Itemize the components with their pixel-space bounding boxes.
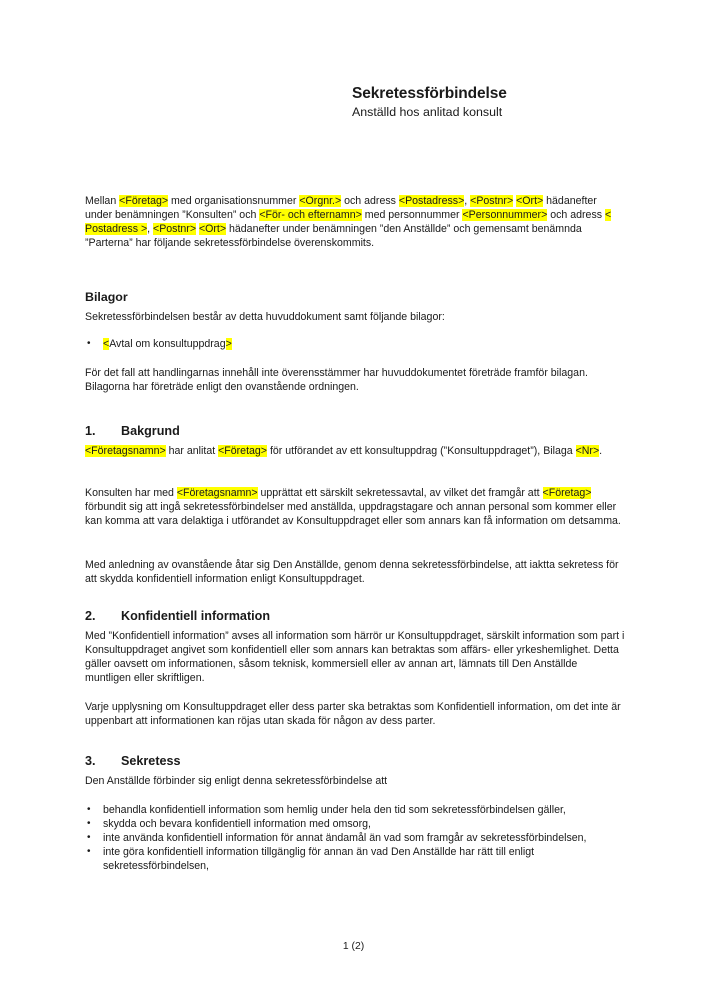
section-2-paragraph-1: Med ”Konfidentiell information” avses all information som härrör ur Konsultuppdraget, särskilt information som part i Konsultuppdraget angivet som konfidentiell eller som annars kan betraktas som affärs- eller yrkeshemlighet. Detta gäller oavsett om informationen, såsom teknisk, kommersiell eller av annan art, lämnats till Den Anställde muntligen eller skriftligen. <box>85 630 625 685</box>
bracket-close: > <box>225 338 232 350</box>
section-2-number: 2. <box>85 609 96 623</box>
placeholder-ort: <Ort> <box>516 195 544 207</box>
bilagor-item-text: Avtal om konsultuppdrag <box>109 338 226 350</box>
section-3-list <box>85 803 625 873</box>
section-1-text: förbundit sig att ingå sekretessförbindelser med anställda, uppdragstagare och annan personal som kommer eller kan komma att vara delaktiga i utförandet av Konsultuppdraget eller som annars kan få information om detsamma. <box>85 501 621 528</box>
bilagor-lead-block <box>85 310 625 324</box>
list-item <box>85 337 625 351</box>
placeholder-foretag-2: <Företag> <box>218 445 267 457</box>
section-1-text: upprättat ett särskilt sekretessavtal, av vilket det framgår att <box>257 487 543 499</box>
bilagor-note: För det fall att handlingarnas innehåll inte överensstämmer har huvuddokumentet företräde framför bilagan. Bilagorna har företräde enligt den ovanstående ordningen. <box>85 367 588 394</box>
section-2-paragraph-2-block <box>85 700 625 728</box>
intro-text: , <box>464 195 471 207</box>
section-2-paragraph-2: Varje upplysning om Konsultuppdraget eller dess parter ska betraktas som Konfidentiell information, om det inte är uppenbart att informationen kan röjas utan skada för någon av dess parter. <box>85 701 621 728</box>
page-number: 1 (2) <box>342 941 365 952</box>
section-3-title: Sekretess <box>121 754 181 768</box>
bilagor-heading: Bilagor <box>85 290 128 304</box>
placeholder-postnr-2: <Postnr> <box>153 223 197 236</box>
page-footer <box>0 940 707 954</box>
list-item: • inte göra konfidentiell information tillgänglig för annan än vad Den Anställde har rätt till enligt sekretessförbindelsen, <box>85 845 625 873</box>
section-1-paragraph-1 <box>85 444 625 458</box>
placeholder-ort-2: <Ort> <box>198 223 227 236</box>
bilagor-list-block <box>85 337 625 351</box>
placeholder-postadress-2: < Postadress > <box>85 209 612 236</box>
section-1-text: Konsulten har med <box>85 487 177 499</box>
placeholder-foretagsnamn-2: <Företagsnamn> <box>176 487 258 499</box>
section-1-paragraph-2-block <box>85 486 625 528</box>
list-item: • behandla konfidentiell information som hemlig under hela den tid som sekretessförbindelsen gäller, <box>85 803 625 817</box>
section-1-paragraph-3-block <box>85 558 625 586</box>
section-2-paragraph-1-block <box>85 629 625 685</box>
intro-paragraph-block <box>85 194 625 250</box>
intro-text: hädanefter under benämningen ”Konsulten” och <box>85 195 597 222</box>
intro-text: med organisationsnummer <box>168 195 300 207</box>
section-1-paragraph-1-block <box>85 444 625 458</box>
placeholder-foretag-3: <Företag> <box>542 487 592 499</box>
section-1-text: . <box>599 445 603 457</box>
bilagor-note-block <box>85 366 625 394</box>
page-title: Sekretessförbindelse <box>352 85 507 102</box>
section-3-number: 3. <box>85 754 96 768</box>
section-3-lead-block <box>85 774 625 788</box>
section-3-lead: Den Anställde förbinder sig enligt denna sekretessförbindelse att <box>85 775 388 787</box>
page-subtitle: Anställd hos anlitad konsult <box>352 105 503 120</box>
section-2-heading-block <box>85 608 625 624</box>
section-1-paragraph-3: Med anledning av ovanstående åtar sig Den Anställde, genom denna sekretessförbindelse, att iaktta sekretess för att skydda konfidentiell information enligt Konsultuppdraget. <box>85 559 619 586</box>
bilagor-list <box>85 337 625 351</box>
intro-paragraph <box>85 194 625 250</box>
bilagor-heading-block <box>85 289 625 305</box>
placeholder-personnummer: <Personnummer> <box>462 209 548 222</box>
placeholder-postnr: <Postnr> <box>470 195 514 207</box>
bilagor-lead: Sekretessförbindelsen består av detta huvuddokument samt följande bilagor: <box>85 311 445 323</box>
document-header <box>352 84 652 121</box>
placeholder-orgnr: <Orgnr.> <box>299 195 342 207</box>
section-3-heading <box>85 753 625 769</box>
section-1-text: för utförandet av ett konsultuppdrag (”Konsultuppdraget”), Bilaga <box>267 445 576 457</box>
intro-text: och adress <box>341 195 399 207</box>
section-2-heading <box>85 608 625 624</box>
list-item: • inte använda konfidentiell information för annat ändamål än vad som framgår av sekretessförbindelsen, <box>85 831 625 845</box>
placeholder-postadress: <Postadress> <box>398 195 465 207</box>
section-1-text: har anlitat <box>165 445 219 457</box>
placeholder-nr: <Nr> <box>575 445 600 457</box>
bracket-open: < <box>103 338 110 350</box>
section-1-number: 1. <box>85 424 96 438</box>
intro-text: och adress <box>547 209 605 222</box>
section-1-title: Bakgrund <box>121 424 180 438</box>
section-2-title: Konfidentiell information <box>121 609 271 623</box>
section-3-heading-block <box>85 753 625 769</box>
intro-text: , <box>147 223 154 236</box>
section-3-list-block <box>85 803 625 873</box>
intro-text: med personnummer <box>361 209 463 222</box>
placeholder-foretag: <Företag> <box>119 195 169 207</box>
placeholder-foretagsnamn: <Företagsnamn> <box>85 445 166 457</box>
section-1-paragraph-2 <box>85 486 625 528</box>
intro-text: Mellan <box>85 195 120 207</box>
section-1-heading <box>85 423 625 439</box>
placeholder-for-och-efternamn: <För- och efternamn> <box>259 209 362 222</box>
list-item: • skydda och bevara konfidentiell information med omsorg, <box>85 817 625 831</box>
section-1-heading-block <box>85 423 625 439</box>
intro-text: hädanefter under benämningen ”den Anställde” och gemensamt benämnda ”Parterna” har följande sekretessförbindelse överenskommits. <box>85 223 582 250</box>
